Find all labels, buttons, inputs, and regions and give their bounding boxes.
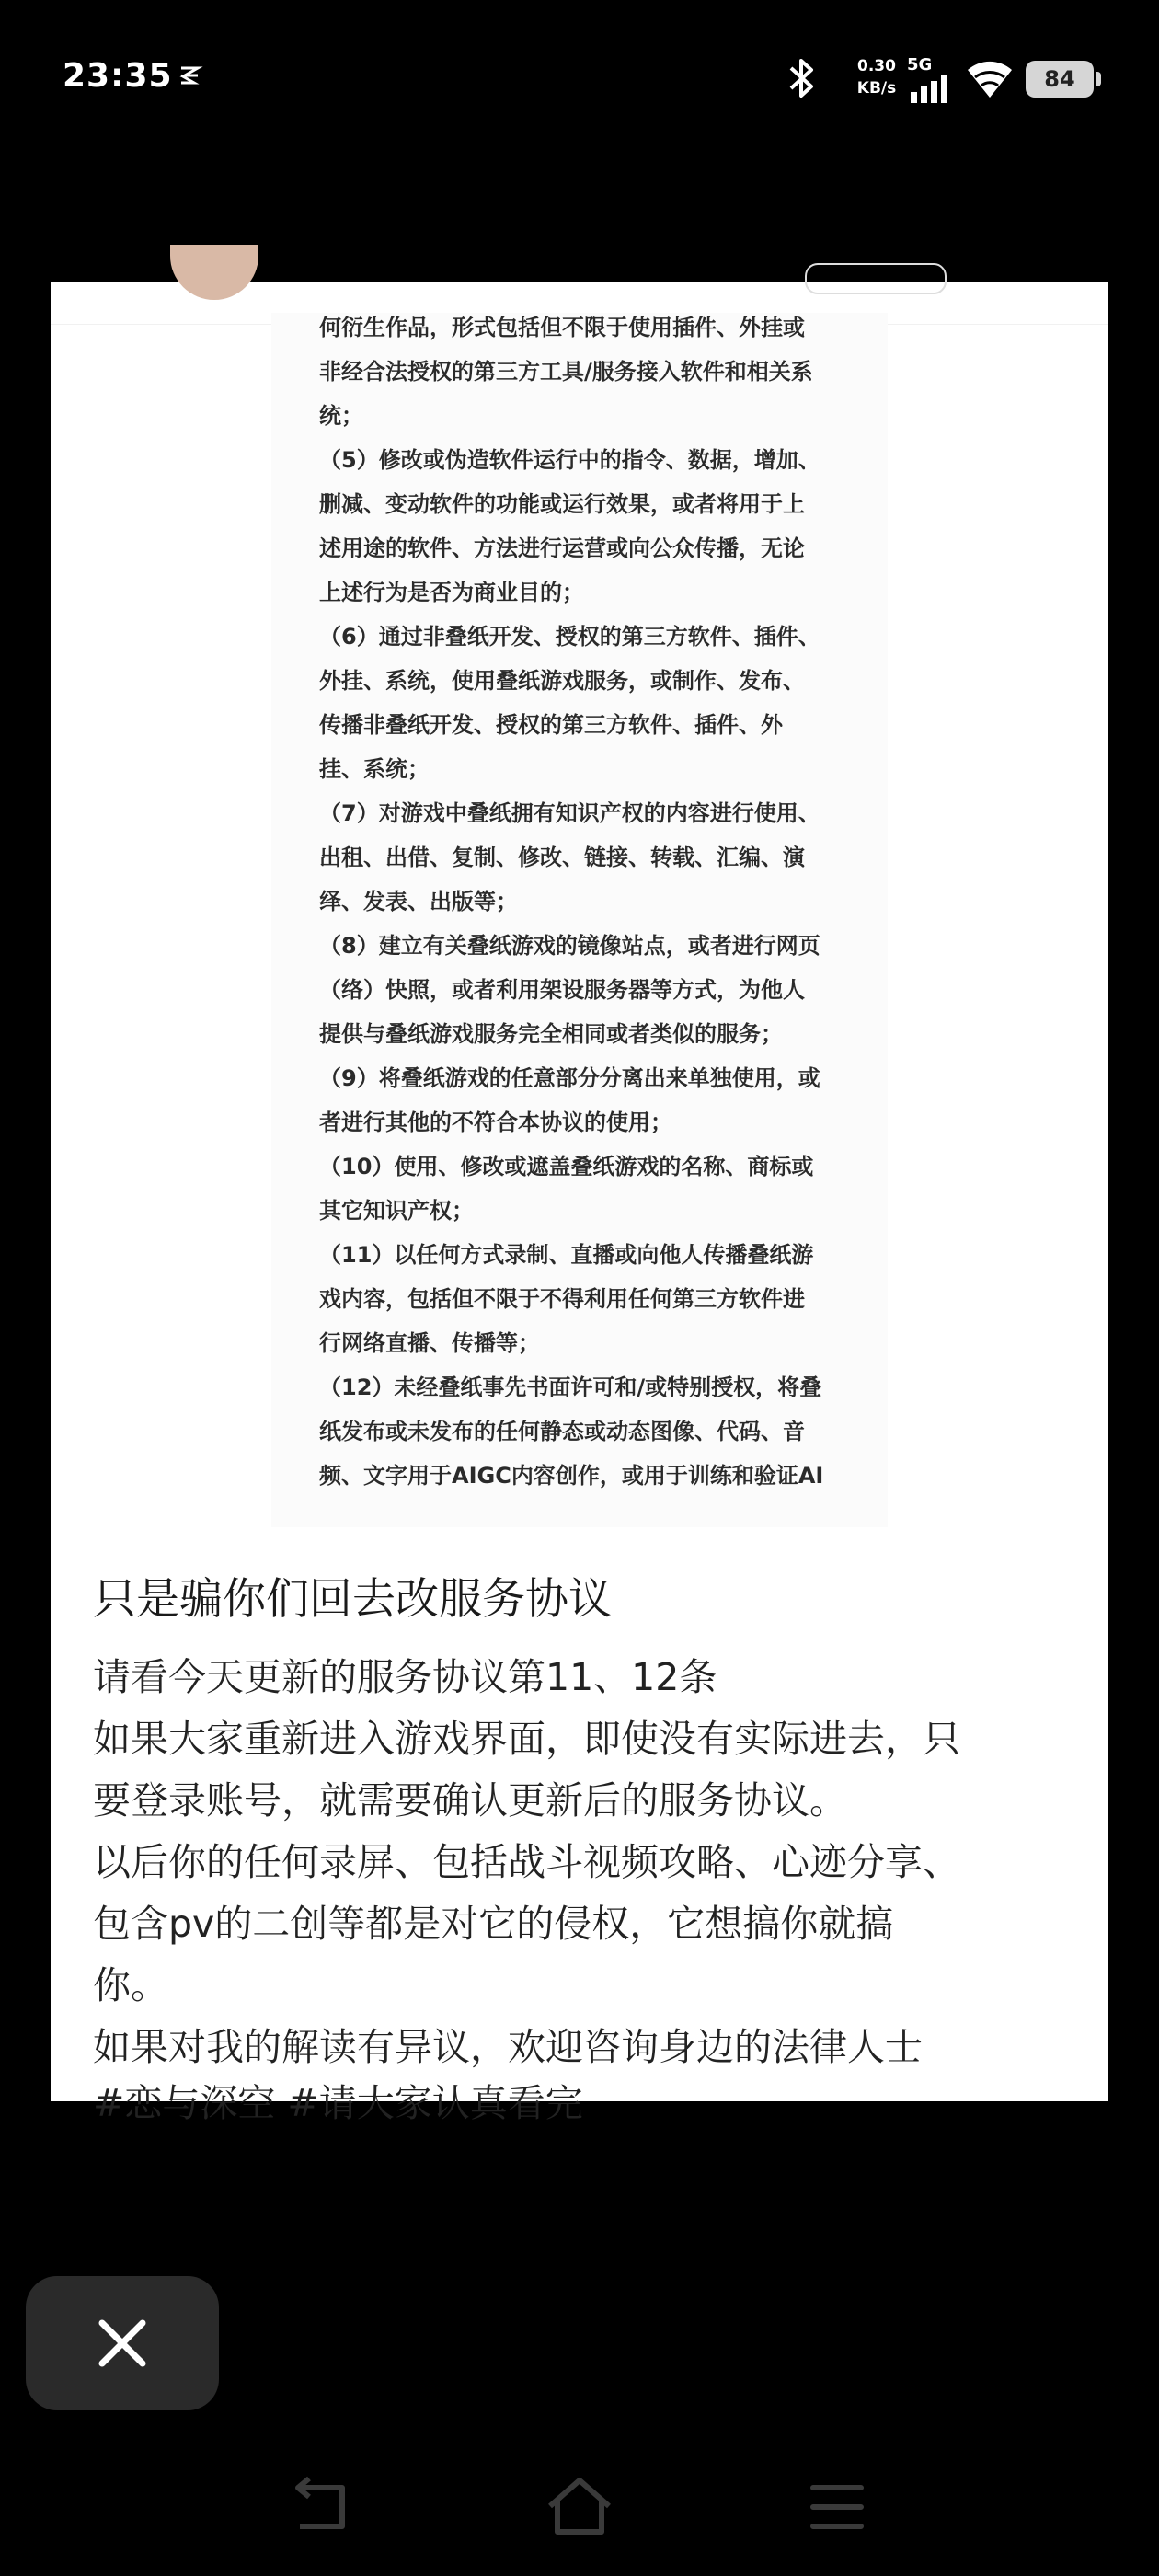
network-speed-unit: KB/s bbox=[856, 79, 897, 98]
network-speed-value: 0.30 bbox=[857, 57, 896, 75]
cellular-signal bbox=[907, 55, 962, 103]
post-text-line: 如果大家重新进入游戏界面，即使没有实际进去，只 bbox=[93, 1717, 960, 1761]
post-text-line: 以后你的任何录屏、包括战斗视频攻略、心迹分享、 bbox=[93, 1840, 960, 1884]
network-type: 5G bbox=[907, 55, 933, 75]
post-text-line: 如果对我的解读有异议，欢迎咨询身边的法律人士 bbox=[93, 2025, 923, 2069]
doc-line: （10）使用、修改或遮盖叠纸游戏的名称、商标或 bbox=[319, 1154, 814, 1179]
back-icon[interactable] bbox=[285, 2475, 359, 2539]
follow-button[interactable] bbox=[805, 263, 947, 294]
doc-line: （8）建立有关叠纸游戏的镜像站点，或者进行网页 bbox=[319, 933, 820, 959]
doc-line: 戏内容，包括但不限于不得利用任何第三方软件进 bbox=[319, 1286, 805, 1312]
bluetooth-icon bbox=[784, 55, 820, 101]
doc-line: 述用途的软件、方法进行运营或向公众传播，无论 bbox=[319, 535, 805, 561]
doc-line: 传播非叠纸开发、授权的第三方软件、插件、外 bbox=[319, 712, 783, 738]
doc-line: 其它知识产权； bbox=[319, 1198, 474, 1224]
post-title: 只是骗你们回去改服务协议 bbox=[93, 1574, 612, 1625]
battery-indicator: 84 bbox=[1026, 61, 1094, 98]
doc-line: 外挂、系统，使用叠纸游戏服务，或制作、发布、 bbox=[319, 668, 805, 694]
menu-icon[interactable] bbox=[800, 2475, 874, 2539]
doc-line: 绎、发表、出版等； bbox=[319, 889, 518, 914]
post-content-card[interactable] bbox=[51, 282, 1108, 2125]
close-icon bbox=[95, 2316, 150, 2371]
doc-line: 删减、变动软件的功能或运行效果，或者将用于上 bbox=[319, 491, 805, 517]
wifi-icon bbox=[966, 57, 1014, 99]
doc-line: 提供与叠纸游戏服务完全相同或者类似的服务； bbox=[319, 1021, 783, 1047]
doc-line: 挂、系统； bbox=[319, 756, 430, 782]
home-icon[interactable] bbox=[543, 2475, 616, 2539]
navigation-bar bbox=[0, 2447, 1159, 2576]
doc-line: 出租、出借、复制、修改、链接、转载、汇编、演 bbox=[319, 845, 805, 870]
doc-line: 非经合法授权的第三方工具/服务接入软件和相关系 bbox=[319, 359, 813, 385]
doc-line: 统； bbox=[319, 403, 363, 429]
doc-line: （12）未经叠纸事先书面许可和/或特别授权，将叠 bbox=[319, 1374, 822, 1400]
doc-line: 者进行其他的不符合本协议的使用； bbox=[319, 1110, 672, 1135]
doc-line: 何衍生作品，形式包括但不限于使用插件、外挂或 bbox=[319, 315, 805, 340]
post-text-line: 包含pv的二创等都是对它的侵权，它想搞你就搞 bbox=[93, 1902, 894, 1946]
post-hashtags[interactable]: #恋与深空 #请大家认真看完 bbox=[93, 2081, 583, 2125]
doc-line: （7）对游戏中叠纸拥有知识产权的内容进行使用、 bbox=[319, 800, 820, 826]
doc-line: 行网络直播、传播等； bbox=[319, 1330, 540, 1356]
doc-line: （5）修改或伪造软件运行中的指令、数据，增加、 bbox=[319, 447, 820, 473]
signal-icon bbox=[911, 75, 951, 103]
status-bar bbox=[0, 0, 1159, 161]
doc-line: （络）快照，或者利用架设服务器等方式，为他人 bbox=[319, 977, 805, 1003]
doc-line: 频、文字用于AIGC内容创作，或用于训练和验证AI bbox=[319, 1463, 824, 1489]
post-text-line: 你。 bbox=[93, 1963, 168, 2007]
avatar[interactable] bbox=[170, 245, 258, 300]
close-button[interactable] bbox=[26, 2276, 219, 2410]
doc-line: （11）以任何方式录制、直播或向他人传播叠纸游 bbox=[319, 1242, 814, 1268]
notification-icon bbox=[179, 64, 200, 86]
agreement-screenshot-image bbox=[271, 313, 888, 1527]
doc-line: 纸发布或未发布的任何静态或动态图像、代码、音 bbox=[319, 1419, 805, 1444]
doc-line: 上述行为是否为商业目的； bbox=[319, 580, 584, 605]
doc-line: （6）通过非叠纸开发、授权的第三方软件、插件、 bbox=[319, 624, 820, 650]
post-text-line: 请看今天更新的服务协议第11、12条 bbox=[93, 1655, 717, 1699]
clock-time: 23:35 bbox=[63, 57, 173, 95]
doc-line: （9）将叠纸游戏的任意部分分离出来单独使用，或 bbox=[319, 1065, 820, 1091]
post-text-line: 要登录账号，就需要确认更新后的服务协议。 bbox=[93, 1778, 847, 1823]
network-speed bbox=[844, 55, 909, 99]
